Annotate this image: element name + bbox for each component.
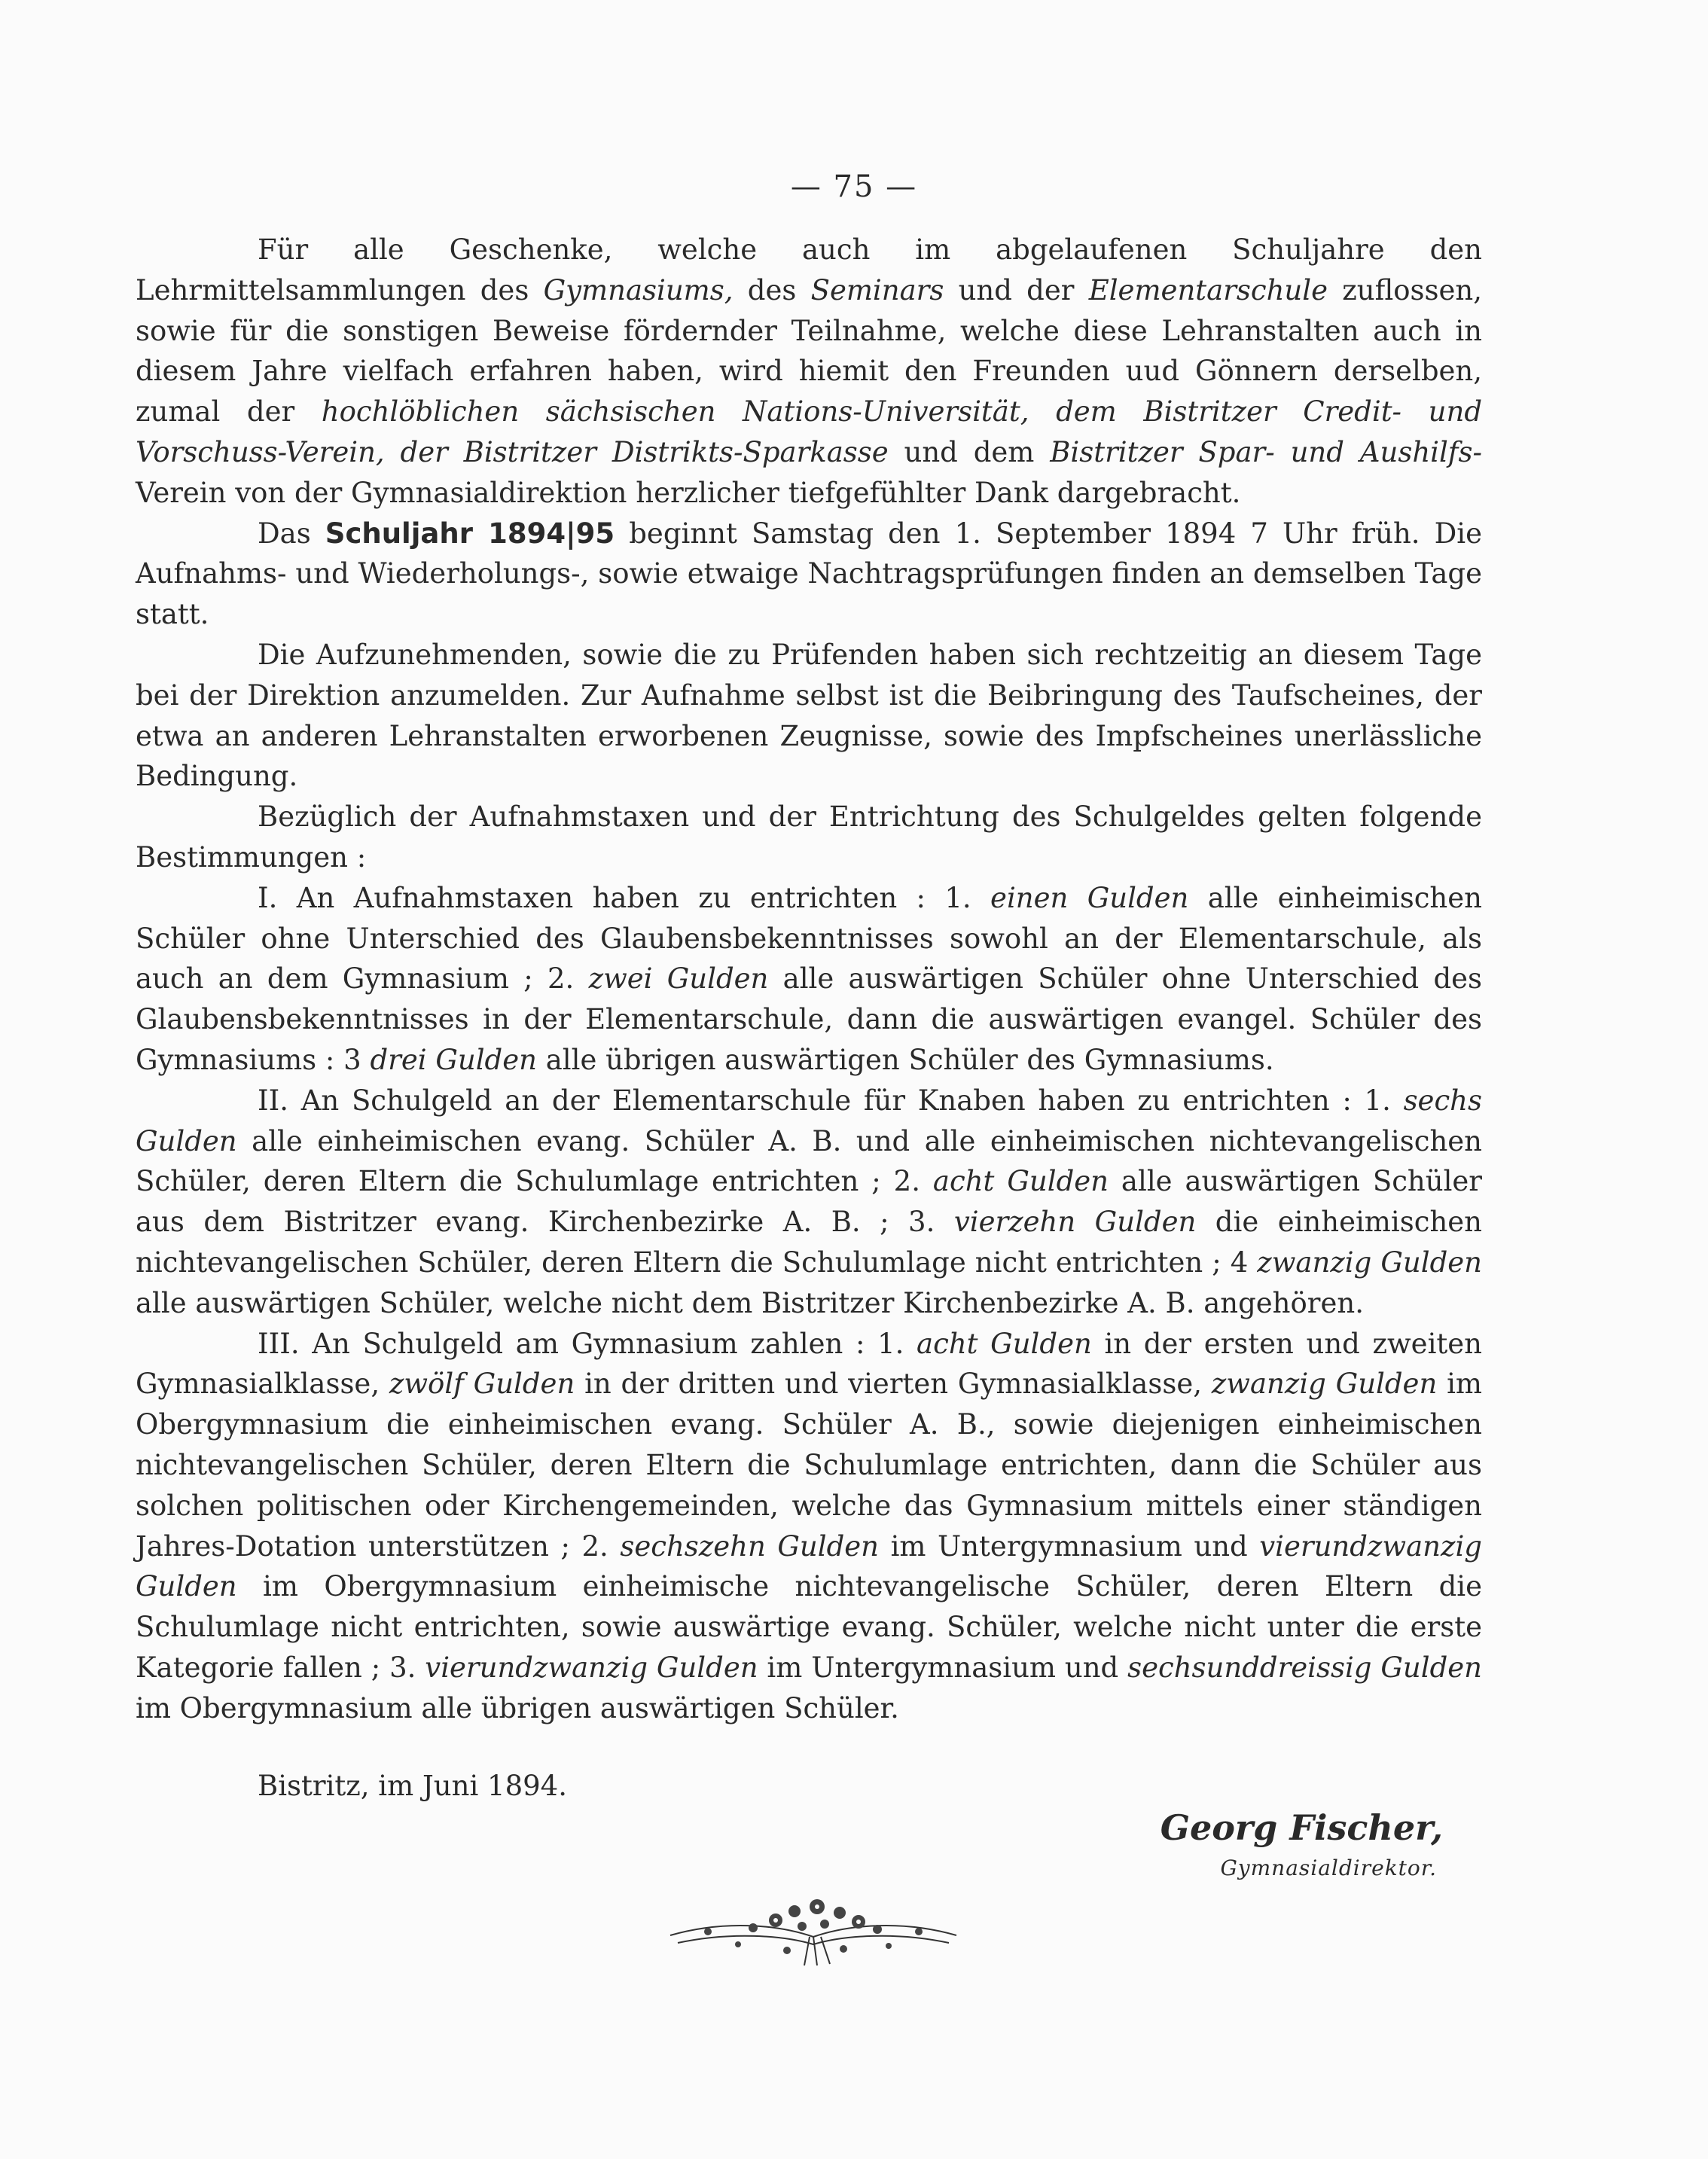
bold-run: Schuljahr 1894|95 [325,517,615,550]
italic-run: vierundzwanzig Gulden [136,1529,1482,1603]
body-text [136,230,1482,1728]
text-run: Für alle Geschenke, welche auch im abgelaufenen Schuljahre den Lehrmittelsammlungen des [136,233,1482,306]
text-run: und der [944,273,1089,306]
italic-run: Gymnasiums, [543,273,734,306]
italic-run: zwanzig Gulden [1257,1246,1482,1279]
italic-run: zwei Gulden [588,962,769,996]
italic-run: Seminars [810,273,944,306]
text-run: I. An Aufnahmstaxen haben zu entrichten : 1. [258,881,991,914]
text-run: Verein von der Gymnasialdirektion herzlicher tiefgefühlter Dank dargebracht. [136,476,1241,509]
italic-run: Elementarschule [1088,273,1328,306]
text-run: des [733,273,811,306]
paragraph-p1 [136,230,1482,514]
text-run: im Untergymnasium und [758,1651,1128,1684]
text-run: in der dritten und vierten Gymnasialklasse, [575,1368,1212,1401]
paragraph-p3 [136,635,1482,797]
italic-run: acht Gulden [932,1165,1109,1198]
italic-run: vierzehn Gulden [953,1206,1197,1239]
text-run: III. An Schulgeld am Gymnasium zahlen : 1. [258,1327,917,1360]
text-run: alle einheimischen evang. Schüler A. B. und alle einheimischen nichtevangelischen Schüler, deren Eltern die Schulumlage entrichten ; 2. [136,1124,1482,1198]
paragraph-p5 [136,878,1482,1081]
italic-run: sechszehn Gulden [620,1529,880,1563]
italic-run: zwölf Gulden [389,1368,575,1401]
text-run: im Untergymnasium und [879,1529,1260,1563]
italic-run: hochlöblichen sächsischen Nations-Universität, dem Bistritzer Credit- und Vorschuss-Verein, der Bistritzer Distrikts-Sparkasse [136,395,1483,468]
signature-name: Georg Fischer, [1160,1807,1443,1848]
text-run: alle auswärtigen Schüler aus dem Bistritzer evang. Kirchenbezirke A. B. ; 3. [136,1165,1482,1239]
text-run: und dem [888,435,1051,468]
paragraph-p6 [136,1081,1482,1324]
text-run: beginnt Samstag den 1. September 1894 7 Uhr früh. Die Aufnahms- und Wiederholungs-, sowie etwaige Nachtragsprüfungen finden an demselben Tage statt. [136,517,1483,631]
italic-run: Bistritzer Spar- und Aushilfs- [1050,435,1482,468]
italic-run: sechsunddreissig Gulden [1127,1651,1482,1684]
place-date: Bistritz, im Juni 1894. [258,1770,567,1802]
paragraph-p2 [136,514,1482,635]
paragraph-p7 [136,1324,1482,1729]
italic-run: vierundzwanzig Gulden [425,1651,758,1684]
text-run: alle auswärtigen Schüler ohne Unterschied des Glaubensbekenntnisses in der Elementarschule, dann die auswärtigen evangel. Schüler des Gymnasiums : 3 [136,962,1483,1076]
text-run: alle auswärtigen Schüler, welche nicht dem Bistritzer Kirchenbezirke A. B. angehören. [136,1286,1364,1319]
text-run: II. An Schulgeld an der Elementarschule für Knaben haben zu entrichten : 1. [258,1084,1404,1117]
floral-ornament-icon [663,1890,964,1973]
text-run: in der ersten und zweiten Gymnasialklasse, [136,1327,1482,1401]
text-run: Das [258,517,325,550]
text-run: zuflossen, sowie für die sonstigen Beweise fördernder Teilnahme, welche diese Lehranstalten auch in diesem Jahre vielfach erfahren haben, wird hiemit den Freunden uud Gönnern derselben, zumal der [136,273,1482,428]
italic-run: acht Gulden [917,1327,1092,1360]
text-run: Bezüglich der Aufnahmstaxen und der Entrichtung des Schulgeldes gelten folgende Bestimmungen : [136,800,1482,874]
text-run: alle einheimischen Schüler ohne Unterschied des Glaubensbekenntnisses sowohl an der Elementarschule, als auch an dem Gymnasium ; 2. [136,881,1482,996]
italic-run: einen Gulden [990,881,1189,914]
text-run: Die Aufzunehmenden, sowie die zu Prüfenden haben sich rechtzeitig an diesem Tage bei der Direktion anzumelden. Zur Aufnahme selbst ist die Beibringung des Taufscheines, der etwa an anderen Lehranstalten erworbenen Zeugnisse, sowie des Impfscheines unerlässliche Bedingung. [136,638,1482,793]
italic-run: zwanzig Gulden [1211,1368,1438,1401]
page-number: — 75 — [790,169,918,204]
text-run: im Obergymnasium die einheimischen evang. Schüler A. B., sowie diejenigen einheimischen nichtevangelischen Schüler, deren Eltern die Schulumlage entrichten, dann die Schüler aus solchen politischen oder Kirchengemeinden, welche das Gymnasium mittels einer ständigen Jahres-Dotation unterstützen ; 2. [136,1368,1482,1563]
italic-run: drei Gulden [370,1043,537,1076]
text-run: im Obergymnasium einheimische nichtevangelische Schüler, deren Eltern die Schulumlage nicht entrichten, sowie auswärtige evang. Schüler, welche nicht unter die erste Kategorie fallen ; 3. [136,1570,1482,1684]
paragraph-p4 [136,797,1482,878]
signature-title: Gymnasialdirektor. [1220,1856,1437,1880]
text-run: die einheimischen nichtevangelischen Schüler, deren Eltern die Schulumlage nicht entrichten ; 4 [136,1206,1482,1279]
text-run: im Obergymnasium alle übrigen auswärtigen Schüler. [136,1691,899,1724]
text-run: alle übrigen auswärtigen Schüler des Gymnasiums. [536,1043,1274,1076]
italic-run: sechs Gulden [136,1084,1482,1157]
